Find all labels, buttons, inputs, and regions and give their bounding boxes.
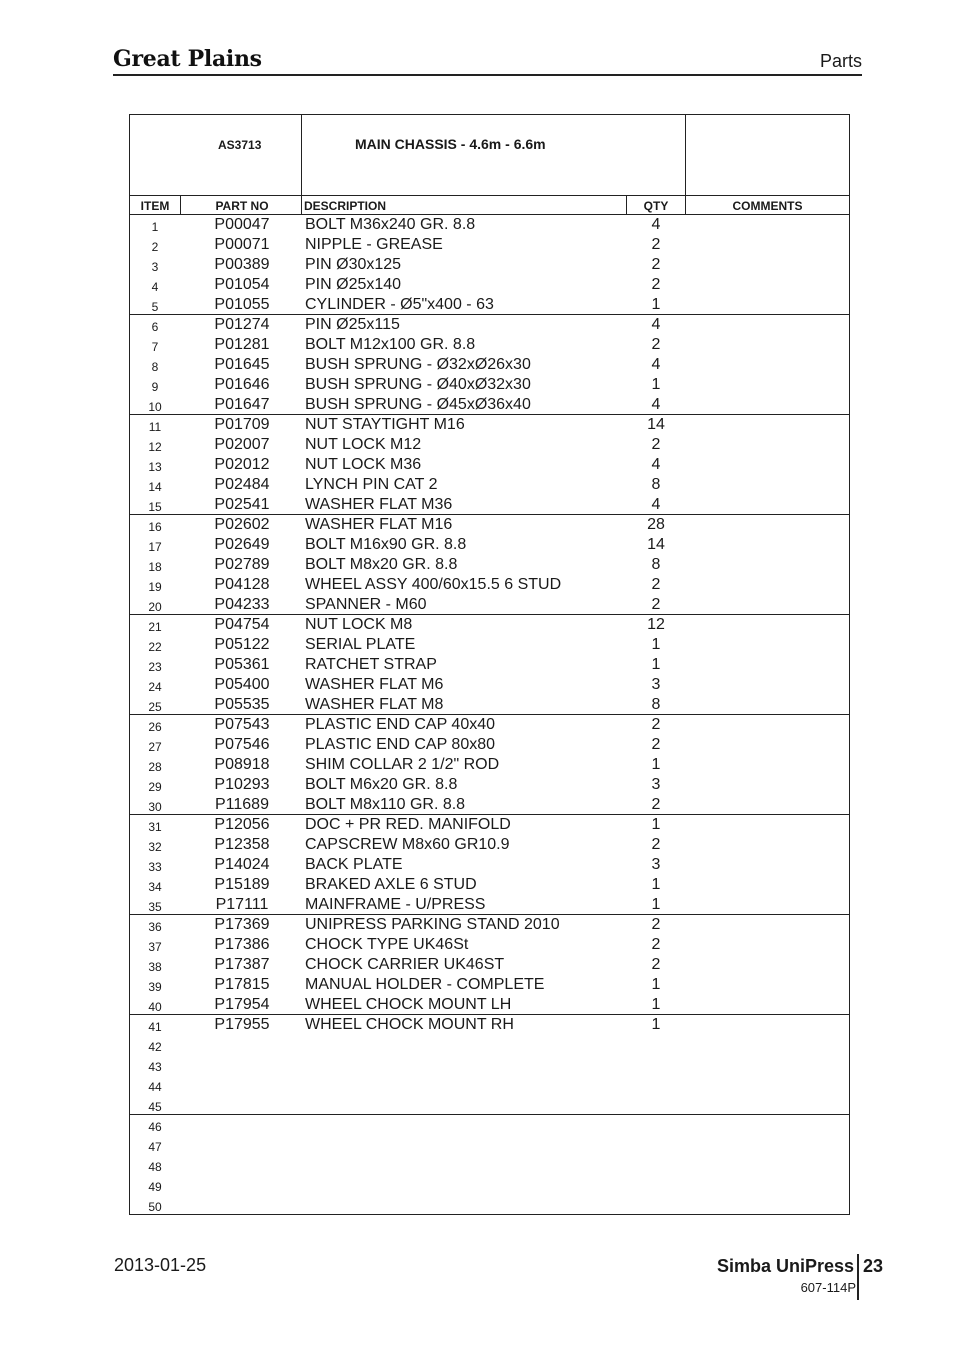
- item-cell: 9: [151, 380, 159, 394]
- item-cell: 17: [148, 540, 162, 554]
- item-cell: 6: [151, 320, 159, 334]
- part-no-cell: P04754: [214, 616, 270, 633]
- qty-cell: 4: [651, 456, 661, 473]
- part-no-cell: P01647: [214, 396, 270, 413]
- header-rule: [113, 74, 862, 76]
- section-title: Parts: [819, 51, 862, 71]
- item-cell: 15: [148, 500, 162, 514]
- part-no-cell: P00047: [214, 216, 270, 233]
- item-cell: 1: [151, 220, 159, 234]
- part-no-cell: P17815: [214, 976, 270, 993]
- part-no-cell: P05535: [214, 696, 270, 713]
- part-no-cell: P15189: [214, 876, 270, 893]
- table-row: [130, 935, 849, 955]
- description-cell: PIN Ø30x125: [305, 256, 402, 273]
- item-cell: 13: [148, 460, 162, 474]
- description-cell: WASHER FLAT M8: [305, 696, 444, 713]
- table-row: [130, 455, 849, 475]
- description-cell: PLASTIC END CAP 80x80: [305, 736, 496, 753]
- description-cell: MAINFRAME - U/PRESS: [305, 896, 486, 913]
- qty-cell: 28: [647, 516, 665, 533]
- part-no-cell: P02484: [214, 476, 270, 493]
- table-row: [130, 375, 849, 395]
- item-cell: 38: [148, 960, 162, 974]
- table-row: [130, 635, 849, 655]
- description-cell: BUSH SPRUNG - Ø40xØ32x30: [305, 376, 531, 393]
- part-no-cell: P08918: [214, 756, 270, 773]
- part-no-cell: P02649: [214, 536, 270, 553]
- description-cell: NUT LOCK M8: [305, 616, 413, 633]
- divider-item: [180, 195, 181, 215]
- table-row: [130, 435, 849, 455]
- qty-cell: 8: [651, 556, 661, 573]
- item-cell: 42: [148, 1040, 162, 1054]
- item-cell: 43: [148, 1060, 162, 1074]
- description-cell: WASHER FLAT M16: [305, 516, 453, 533]
- table-row: [130, 1115, 849, 1135]
- description-cell: SPANNER - M60: [305, 596, 427, 613]
- part-no-cell: P05122: [214, 636, 270, 653]
- table-row: [130, 695, 849, 715]
- qty-cell: 1: [651, 376, 661, 393]
- description-cell: SHIM COLLAR 2 1/2" ROD: [305, 756, 500, 773]
- qty-cell: 2: [651, 236, 661, 253]
- table-row: [130, 855, 849, 875]
- description-cell: CHOCK CARRIER UK46ST: [305, 956, 505, 973]
- table-row: [130, 875, 849, 895]
- table-row: [130, 895, 849, 915]
- table-row: [130, 715, 849, 735]
- description-cell: PIN Ø25x140: [305, 276, 402, 293]
- part-no-cell: P17955: [214, 1016, 270, 1033]
- table-row: [130, 655, 849, 675]
- item-cell: 29: [148, 780, 162, 794]
- description-cell: BRAKED AXLE 6 STUD: [305, 876, 477, 893]
- item-cell: 7: [151, 340, 159, 354]
- item-cell: 31: [148, 820, 162, 834]
- table-row: [130, 315, 849, 335]
- qty-cell: 2: [651, 916, 661, 933]
- table-row: [130, 775, 849, 795]
- item-cell: 50: [148, 1200, 162, 1214]
- item-cell: 36: [148, 920, 162, 934]
- item-cell: 47: [148, 1140, 162, 1154]
- footer-date: 2013-01-25: [114, 1255, 207, 1275]
- table-row: [130, 975, 849, 995]
- description-cell: NUT LOCK M36: [305, 456, 422, 473]
- description-cell: BOLT M16x90 GR. 8.8: [305, 536, 467, 553]
- part-no-cell: P07543: [214, 716, 270, 733]
- qty-cell: 4: [651, 316, 661, 333]
- item-cell: 34: [148, 880, 162, 894]
- qty-cell: 4: [651, 356, 661, 373]
- table-row: [130, 675, 849, 695]
- table-row: [130, 735, 849, 755]
- qty-cell: 2: [651, 736, 661, 753]
- description-cell: WHEEL CHOCK MOUNT RH: [305, 1016, 514, 1033]
- qty-cell: 1: [651, 756, 661, 773]
- item-cell: 35: [148, 900, 162, 914]
- qty-cell: 2: [651, 576, 661, 593]
- item-cell: 44: [148, 1080, 162, 1094]
- description-cell: NIPPLE - GREASE: [305, 236, 443, 253]
- description-cell: NUT STAYTIGHT M16: [305, 416, 465, 433]
- table-row: [130, 815, 849, 835]
- description-cell: NUT LOCK M12: [305, 436, 422, 453]
- description-cell: WASHER FLAT M36: [305, 496, 453, 513]
- item-cell: 25: [148, 700, 162, 714]
- item-cell: 2: [151, 240, 159, 254]
- qty-cell: 1: [651, 296, 661, 313]
- item-cell: 39: [148, 980, 162, 994]
- description-cell: LYNCH PIN CAT 2: [305, 476, 438, 493]
- table-row: [130, 1035, 849, 1055]
- item-cell: 28: [148, 760, 162, 774]
- table-row: [130, 955, 849, 975]
- part-no-cell: P01055: [214, 296, 270, 313]
- qty-cell: 3: [651, 676, 661, 693]
- table-row: [130, 995, 849, 1015]
- table-row: [130, 755, 849, 775]
- table-row: [130, 1135, 849, 1155]
- footer-bar: [857, 1254, 859, 1300]
- item-cell: 4: [151, 280, 159, 294]
- part-no-cell: P05400: [214, 676, 270, 693]
- col-description: DESCRIPTION: [304, 199, 387, 213]
- item-cell: 27: [148, 740, 162, 754]
- col-comments: COMMENTS: [732, 199, 803, 213]
- qty-cell: 2: [651, 836, 661, 853]
- item-cell: 3: [151, 260, 159, 274]
- table-row: [130, 835, 849, 855]
- table-row: [130, 295, 849, 315]
- item-cell: 22: [148, 640, 162, 654]
- description-cell: BOLT M8x110 GR. 8.8: [305, 796, 466, 813]
- table-row: [130, 355, 849, 375]
- item-cell: 30: [148, 800, 162, 814]
- item-cell: 40: [148, 1000, 162, 1014]
- description-cell: SERIAL PLATE: [305, 636, 416, 653]
- col-item: ITEM: [140, 199, 170, 213]
- item-cell: 19: [148, 580, 162, 594]
- description-cell: BOLT M6x20 GR. 8.8: [305, 776, 458, 793]
- table-row: [130, 275, 849, 295]
- item-cell: 32: [148, 840, 162, 854]
- part-no-cell: P01054: [214, 276, 270, 293]
- qty-cell: 4: [651, 396, 661, 413]
- divider-qty: [626, 195, 627, 215]
- part-no-cell: P04128: [214, 576, 270, 593]
- item-cell: 12: [148, 440, 162, 454]
- qty-cell: 2: [651, 276, 661, 293]
- qty-cell: 1: [651, 636, 661, 653]
- description-cell: CAPSCREW M8x60 GR10.9: [305, 836, 510, 853]
- description-cell: PIN Ø25x115: [305, 316, 400, 333]
- table-row: [130, 795, 849, 815]
- part-no-cell: P04233: [214, 596, 270, 613]
- description-cell: DOC + PR RED. MANIFOLD: [305, 816, 511, 833]
- item-cell: 5: [151, 300, 159, 314]
- col-qty: QTY: [643, 199, 669, 213]
- title-area: [130, 115, 849, 195]
- table-row: [130, 215, 849, 235]
- item-cell: 24: [148, 680, 162, 694]
- qty-cell: 2: [651, 436, 661, 453]
- table-row: [130, 255, 849, 275]
- qty-cell: 2: [651, 256, 661, 273]
- part-no-cell: P02012: [214, 456, 270, 473]
- item-cell: 26: [148, 720, 162, 734]
- item-cell: 14: [148, 480, 162, 494]
- item-cell: 10: [148, 400, 162, 414]
- item-cell: 18: [148, 560, 162, 574]
- description-cell: BUSH SPRUNG - Ø45xØ36x40: [305, 396, 531, 413]
- description-cell: CYLINDER - Ø5"x400 - 63: [305, 296, 494, 313]
- table-row: [130, 615, 849, 635]
- part-no-cell: P02541: [214, 496, 270, 513]
- divider-comments: [685, 115, 686, 215]
- table-row: [130, 1075, 849, 1095]
- table-row: [130, 495, 849, 515]
- qty-cell: 2: [651, 336, 661, 353]
- qty-cell: 3: [651, 856, 661, 873]
- table-row: [130, 915, 849, 935]
- item-cell: 48: [148, 1160, 162, 1174]
- qty-cell: 4: [651, 216, 661, 233]
- column-header-row: [130, 195, 849, 215]
- divider-desc: [301, 115, 302, 215]
- item-cell: 49: [148, 1180, 162, 1194]
- col-part-no: PART NO: [215, 199, 269, 213]
- description-cell: UNIPRESS PARKING STAND 2010: [305, 916, 560, 933]
- table-row: [130, 575, 849, 595]
- description-cell: WHEEL CHOCK MOUNT LH: [305, 996, 512, 1013]
- table-row: [130, 395, 849, 415]
- qty-cell: 4: [651, 496, 661, 513]
- item-cell: 8: [151, 360, 159, 374]
- qty-cell: 2: [651, 596, 661, 613]
- table-row: [130, 1175, 849, 1195]
- description-cell: BOLT M12x100 GR. 8.8: [305, 336, 476, 353]
- description-cell: BACK PLATE: [305, 856, 403, 873]
- part-no-cell: P17111: [215, 896, 269, 913]
- item-cell: 41: [148, 1020, 162, 1034]
- part-no-cell: P00071: [214, 236, 270, 253]
- description-cell: MANUAL HOLDER - COMPLETE: [305, 976, 545, 993]
- qty-cell: 1: [651, 896, 661, 913]
- table-row: [130, 535, 849, 555]
- qty-cell: 2: [651, 956, 661, 973]
- description-cell: BOLT M36x240 GR. 8.8: [305, 216, 476, 233]
- part-no-cell: P17369: [214, 916, 270, 933]
- qty-cell: 1: [651, 876, 661, 893]
- qty-cell: 12: [647, 616, 665, 633]
- document-number: 607-114P: [800, 1280, 856, 1295]
- table-row: [130, 235, 849, 255]
- table-row: [130, 1155, 849, 1175]
- part-no-cell: P07546: [214, 736, 270, 753]
- table-row: [130, 475, 849, 495]
- assembly-code: AS3713: [218, 138, 262, 152]
- qty-cell: 8: [651, 476, 661, 493]
- table-row: [130, 415, 849, 435]
- qty-cell: 1: [651, 656, 661, 673]
- brand-logo: Great Plains: [113, 46, 262, 72]
- table-row: [130, 1015, 849, 1035]
- description-cell: RATCHET STRAP: [305, 656, 437, 673]
- part-no-cell: P02007: [214, 436, 270, 453]
- part-no-cell: P02602: [214, 516, 270, 533]
- part-no-cell: P12056: [214, 816, 270, 833]
- qty-cell: 2: [651, 716, 661, 733]
- part-no-cell: P17954: [214, 996, 270, 1013]
- item-cell: 33: [148, 860, 162, 874]
- description-cell: CHOCK TYPE UK46St: [305, 936, 469, 953]
- qty-cell: 1: [651, 816, 661, 833]
- item-cell: 11: [148, 420, 162, 434]
- part-no-cell: P01646: [214, 376, 270, 393]
- table-row: [130, 1095, 849, 1115]
- table-row: [130, 515, 849, 535]
- part-no-cell: P01281: [214, 336, 270, 353]
- part-no-cell: P00389: [214, 256, 270, 273]
- qty-cell: 1: [651, 1016, 661, 1033]
- item-cell: 21: [148, 620, 162, 634]
- item-cell: 20: [148, 600, 162, 614]
- qty-cell: 3: [651, 776, 661, 793]
- qty-cell: 2: [651, 796, 661, 813]
- part-no-cell: P02789: [214, 556, 270, 573]
- part-no-cell: P14024: [214, 856, 270, 873]
- qty-cell: 1: [651, 996, 661, 1013]
- qty-cell: 14: [647, 416, 665, 433]
- qty-cell: 2: [651, 936, 661, 953]
- part-no-cell: P01274: [214, 316, 270, 333]
- table-row: [130, 1055, 849, 1075]
- qty-cell: 14: [647, 536, 665, 553]
- footer-model: Simba UniPress: [716, 1256, 854, 1276]
- item-cell: 46: [148, 1120, 162, 1134]
- part-no-cell: P17387: [214, 956, 270, 973]
- table-row: [130, 1195, 849, 1215]
- description-cell: PLASTIC END CAP 40x40: [305, 716, 496, 733]
- page-number: 23: [863, 1256, 884, 1276]
- qty-cell: 1: [651, 976, 661, 993]
- table-row: [130, 335, 849, 355]
- part-no-cell: P11689: [215, 796, 269, 813]
- qty-cell: 8: [651, 696, 661, 713]
- item-cell: 37: [148, 940, 162, 954]
- table-row: [130, 555, 849, 575]
- description-cell: WHEEL ASSY 400/60x15.5 6 STUD: [305, 576, 562, 593]
- part-no-cell: P01645: [214, 356, 270, 373]
- part-no-cell: P01709: [214, 416, 270, 433]
- part-no-cell: P17386: [214, 936, 270, 953]
- part-no-cell: P05361: [214, 656, 270, 673]
- item-cell: 45: [148, 1100, 162, 1114]
- item-cell: 16: [148, 520, 162, 534]
- parts-table: [129, 114, 850, 1215]
- description-cell: BUSH SPRUNG - Ø32xØ26x30: [305, 356, 531, 373]
- assembly-title: MAIN CHASSIS - 4.6m - 6.6m: [355, 136, 546, 152]
- part-no-cell: P12358: [214, 836, 270, 853]
- description-cell: BOLT M8x20 GR. 8.8: [305, 556, 458, 573]
- part-no-cell: P10293: [214, 776, 270, 793]
- table-row: [130, 595, 849, 615]
- description-cell: WASHER FLAT M6: [305, 676, 444, 693]
- item-cell: 23: [148, 660, 162, 674]
